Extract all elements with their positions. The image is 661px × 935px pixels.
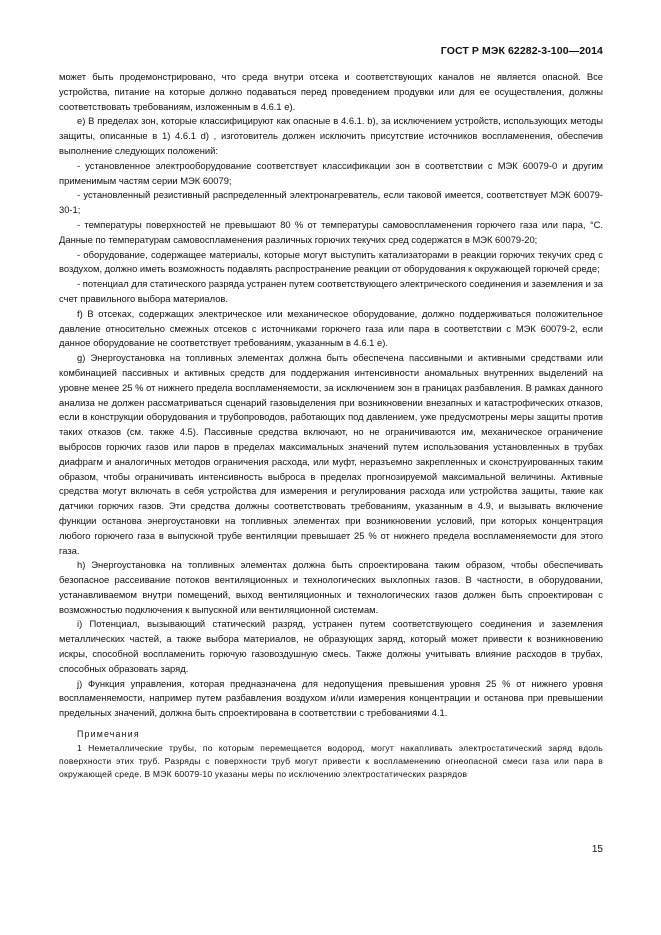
standard-header: ГОСТ Р МЭК 62282-3-100—2014 bbox=[440, 45, 603, 57]
paragraph-item-i: i) Потенциал, вызывающий статический разряд, устранен путем соответствующего соединения и заземления металлических частей, а также выбора материалов, не образующих заряд, который может привести к возникновению искры, способной воспламенить горючую газовоздушную смесь. Также должны учитывать влияние расходов в трубах, способных образовать заряд. bbox=[59, 618, 603, 674]
document-body bbox=[59, 70, 603, 781]
paragraph-item-e: e) В пределах зон, которые классифицируют как опасные в 4.6.1. b), за исключением устройств, использующих методы защиты, описанные в 1) 4.6.1 d) , изготовитель должен исключить присутствие источников воспламенения, обеспечив выполнение следующих положений: bbox=[59, 115, 603, 156]
list-item: - температуры поверхностей не превышают 80 % от температуры самовоспламенения горючего газа или пара, °С. Данные по температурам самовоспламенения различных горючих текучих сред содержатся в МЭК 60079-20; bbox=[59, 218, 603, 245]
list-item: - установленное электрооборудование соответствует классификации зон в соответствии с МЭК 60079-0 и другим применимым частям серии МЭК 60079; bbox=[59, 159, 603, 186]
notes-title: Примечания bbox=[77, 729, 140, 740]
paragraph-item-j: j) Функция управления, которая предназначена для недопущения превышения уровня 25 % от нижнего уровня воспламеняемости, например путем разбавления воздухом и/или измерения концентрации и останова при превышении предельных значений, должна быть спроектирована в соответствии с требованиями 4.1. bbox=[59, 677, 603, 719]
paragraph-item-f: f) В отсеках, содержащих электрическое или механическое оборудование, должно поддерживаться положительное давление относительно смежных отсеков с источниками горючего газа или пара в соответствии с МЭК 60079-2, если данное оборудование не соответствует требованиям, указанным в 4.6.1 e). bbox=[59, 307, 603, 349]
page-number: 15 bbox=[591, 844, 603, 855]
paragraph-continuation: может быть продемонстрировано, что среда внутри отсека и соответствующих каналов не является опасной. Все устройства, питание на которые должно подаваться перед проведением продувки или для ее осуществления, должны соответствовать требованиям, изложенным в 4.6.1 e). bbox=[59, 71, 603, 112]
list-item: - оборудование, содержащее материалы, которые могут выступить катализаторами в реакции горючих текучих сред с воздухом, должно иметь возможность подавлять распространение реакции от оборудования к окружающей горючей среде; bbox=[59, 248, 603, 275]
list-item: - потенциал для статического разряда устранен путем соответствующего электрического соединения и заземления и за счет правильного выбора материалов. bbox=[59, 278, 603, 304]
note-1: 1 Неметаллические трубы, по которым перемещается водород, могут накапливать электростатический заряд вдоль поверхности этих труб. Разряды с поверхности труб могут привести к воспламенению огнеопасной смеси газа или пара в окружающей среде. В МЭК 60079-10 указаны меры по исключению электростатических разрядов bbox=[59, 742, 603, 779]
paragraph-item-g: g) Энергоустановка на топливных элементах должна быть обеспечена пассивными и активными средствами или комбинацией пассивных и активных средств для поддержания интенсивности аномальных внутренних выделений на уровне менее 25 % от нижнего предела воспламеняемости, за исключением зон в границах разбавления. В рамках данного анализа не должен рассматриваться сценарий газовыделения при возникновении внезапных и катастрофических отказов, если в конструкции оборудования и трубопроводов, работающих под давлением, уже предусмотрены меры защиты против таких отказов (см. также 4.5). Пассивные средства включают, но не ограничиваются им, механическое ограничение выбросов горючих газов или паров в пределах максимальных значений путем использования установленных в трубах диафрагм и аналогичных методов ограничения расхода, или муфт, неразъемно закрепленных и сконструированных таким образом, чтобы ограничивать интенсивность выброса в пределах прогнозируемой максимальной величины. Активные средства могут включать в себя устройства для измерения и регулирования расхода или устройства защиты, такие как датчики горючих газов. Эти средства должны соответствовать требованиям, указанным в 4.9, и вызывать включение функции останова энергоустановки на топливных элементах при возникновении условий, при которых концентрация любого горючего газа в выпускной трубе вентиляции превышает 25 % от нижнего предела воспламеняемости для этого газа. bbox=[59, 352, 603, 556]
paragraph-item-h: h) Энергоустановка на топливных элементах должна быть спроектирована таким образом, чтобы обеспечивать безопасное рассеивание потоков вентиляционных и технологических выхлопных газов. В частности, в оборудовании, устанавливаемом внутри помещений, выход вентиляционных и технологических газов должен быть спроектирован с возможностью подключения к выпускной или вентиляционной системам. bbox=[59, 559, 603, 615]
list-item: - установленный резистивный распределенный электронагреватель, если таковой имеется, соответствует МЭК 60079-30-1; bbox=[59, 189, 603, 216]
